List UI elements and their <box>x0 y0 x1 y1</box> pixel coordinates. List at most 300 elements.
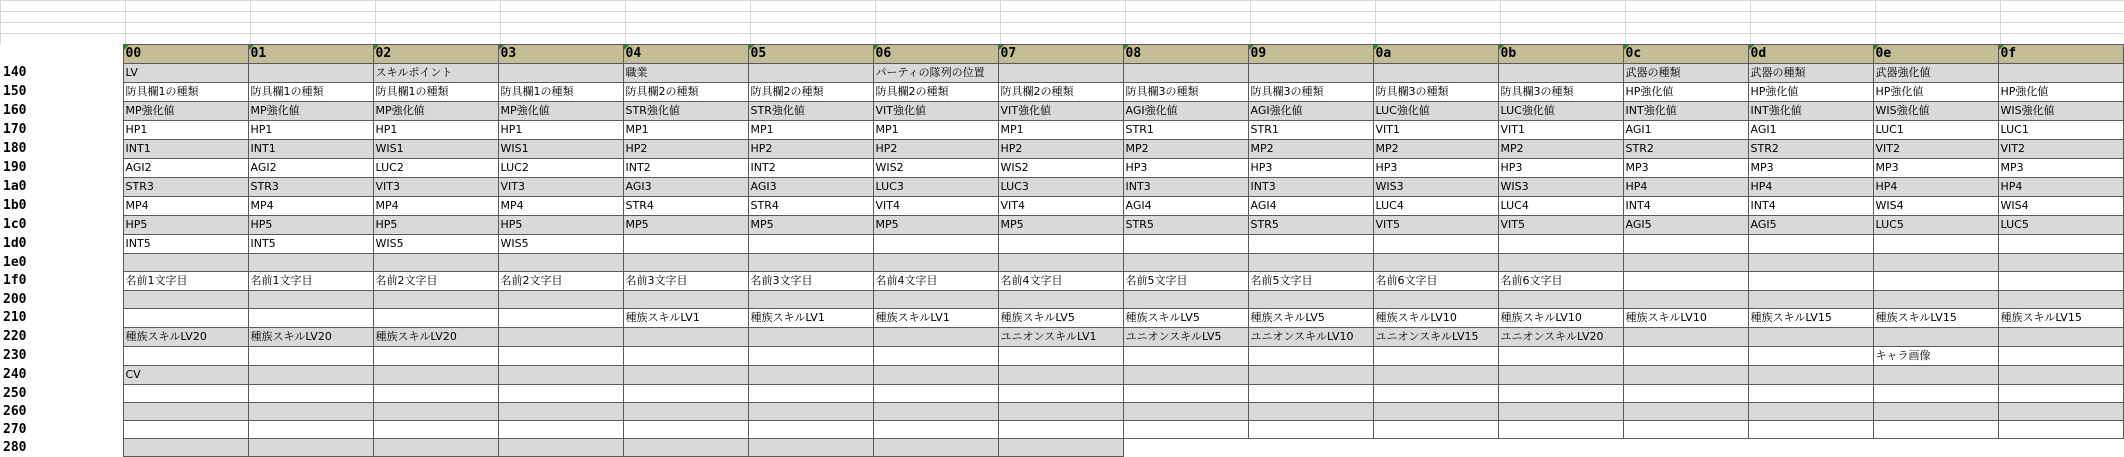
cell-280-0f[interactable] <box>1998 439 2123 457</box>
cell-280-0c[interactable] <box>1623 439 1748 457</box>
cell-230-0f[interactable] <box>1998 347 2123 366</box>
cell-1e0-0e[interactable] <box>1873 254 1998 272</box>
cell-170-0d[interactable]: AGI1 <box>1748 121 1873 140</box>
cell-180-03[interactable]: WIS1 <box>498 140 623 159</box>
cell-280-0d[interactable] <box>1748 439 1873 457</box>
cell-270-02[interactable] <box>373 421 498 439</box>
cell-140-0f[interactable] <box>1998 64 2123 83</box>
cell-1d0-07[interactable] <box>998 235 1123 254</box>
cell-1d0-0f[interactable] <box>1998 235 2123 254</box>
cell-150-0e[interactable]: HP強化値 <box>1873 83 1998 102</box>
cell-250-06[interactable] <box>873 385 998 403</box>
cell-260-01[interactable] <box>248 403 373 421</box>
cell-260-04[interactable] <box>623 403 748 421</box>
cell-190-09[interactable]: HP3 <box>1248 159 1373 178</box>
cell-1b0-01[interactable]: MP4 <box>248 197 373 216</box>
column-header-0d[interactable]: 0d <box>1748 45 1873 64</box>
cell-170-0e[interactable]: LUC1 <box>1873 121 1998 140</box>
cell-150-0d[interactable]: HP強化値 <box>1748 83 1873 102</box>
cell-1e0-0a[interactable] <box>1373 254 1498 272</box>
cell-210-00[interactable] <box>123 309 248 328</box>
cell-200-06[interactable] <box>873 291 998 309</box>
row-address-230[interactable]: 230 <box>0 347 123 366</box>
row-address-140[interactable]: 140 <box>0 64 123 83</box>
cell-1a0-0d[interactable]: HP4 <box>1748 178 1873 197</box>
cell-240-0e[interactable] <box>1873 366 1998 385</box>
cell-170-04[interactable]: MP1 <box>623 121 748 140</box>
cell-240-09[interactable] <box>1248 366 1373 385</box>
cell-210-09[interactable]: 種族スキルLV5 <box>1248 309 1373 328</box>
cell-150-02[interactable]: 防具欄1の種類 <box>373 83 498 102</box>
cell-1e0-01[interactable] <box>248 254 373 272</box>
cell-1b0-06[interactable]: VIT4 <box>873 197 998 216</box>
cell-200-02[interactable] <box>373 291 498 309</box>
cell-270-0d[interactable] <box>1748 421 1873 439</box>
cell-1b0-0a[interactable]: LUC4 <box>1373 197 1498 216</box>
cell-1d0-02[interactable]: WIS5 <box>373 235 498 254</box>
cell-180-0d[interactable]: STR2 <box>1748 140 1873 159</box>
cell-1f0-09[interactable]: 名前5文字目 <box>1248 272 1373 291</box>
corner-cell[interactable] <box>0 45 123 64</box>
cell-1f0-0f[interactable] <box>1998 272 2123 291</box>
cell-170-08[interactable]: STR1 <box>1123 121 1248 140</box>
cell-220-0f[interactable] <box>1998 328 2123 347</box>
cell-200-09[interactable] <box>1248 291 1373 309</box>
cell-1b0-0d[interactable]: INT4 <box>1748 197 1873 216</box>
cell-1c0-02[interactable]: HP5 <box>373 216 498 235</box>
cell-220-0b[interactable]: ユニオンスキルLV20 <box>1498 328 1623 347</box>
cell-260-02[interactable] <box>373 403 498 421</box>
cell-270-0b[interactable] <box>1498 421 1623 439</box>
cell-180-00[interactable]: INT1 <box>123 140 248 159</box>
cell-1a0-09[interactable]: INT3 <box>1248 178 1373 197</box>
row-address-210[interactable]: 210 <box>0 309 123 328</box>
row-address-1c0[interactable]: 1c0 <box>0 216 123 235</box>
cell-270-0a[interactable] <box>1373 421 1498 439</box>
cell-1e0-0f[interactable] <box>1998 254 2123 272</box>
cell-160-08[interactable]: AGI強化値 <box>1123 102 1248 121</box>
cell-190-01[interactable]: AGI2 <box>248 159 373 178</box>
cell-140-0b[interactable] <box>1498 64 1623 83</box>
cell-250-02[interactable] <box>373 385 498 403</box>
cell-1e0-02[interactable] <box>373 254 498 272</box>
cell-1d0-09[interactable] <box>1248 235 1373 254</box>
cell-140-02[interactable]: スキルポイント <box>373 64 498 83</box>
cell-200-0b[interactable] <box>1498 291 1623 309</box>
row-address-170[interactable]: 170 <box>0 121 123 140</box>
cell-260-07[interactable] <box>998 403 1123 421</box>
cell-230-07[interactable] <box>998 347 1123 366</box>
cell-240-05[interactable] <box>748 366 873 385</box>
cell-160-02[interactable]: MP強化値 <box>373 102 498 121</box>
cell-230-0c[interactable] <box>1623 347 1748 366</box>
cell-150-05[interactable]: 防具欄2の種類 <box>748 83 873 102</box>
cell-1f0-03[interactable]: 名前2文字目 <box>498 272 623 291</box>
cell-1c0-07[interactable]: MP5 <box>998 216 1123 235</box>
row-address-200[interactable]: 200 <box>0 291 123 309</box>
cell-1a0-07[interactable]: LUC3 <box>998 178 1123 197</box>
cell-180-0b[interactable]: MP2 <box>1498 140 1623 159</box>
cell-220-09[interactable]: ユニオンスキルLV10 <box>1248 328 1373 347</box>
column-header-09[interactable]: 09 <box>1248 45 1373 64</box>
cell-170-0c[interactable]: AGI1 <box>1623 121 1748 140</box>
cell-260-0a[interactable] <box>1373 403 1498 421</box>
cell-250-08[interactable] <box>1123 385 1248 403</box>
cell-150-09[interactable]: 防具欄3の種類 <box>1248 83 1373 102</box>
cell-270-03[interactable] <box>498 421 623 439</box>
cell-170-01[interactable]: HP1 <box>248 121 373 140</box>
cell-1c0-04[interactable]: MP5 <box>623 216 748 235</box>
cell-220-0c[interactable] <box>1623 328 1748 347</box>
cell-1a0-01[interactable]: STR3 <box>248 178 373 197</box>
cell-180-0e[interactable]: VIT2 <box>1873 140 1998 159</box>
cell-140-0d[interactable]: 武器の種類 <box>1748 64 1873 83</box>
cell-140-06[interactable]: パーティの隊列の位置 <box>873 64 998 83</box>
cell-230-06[interactable] <box>873 347 998 366</box>
cell-260-03[interactable] <box>498 403 623 421</box>
cell-220-02[interactable]: 種族スキルLV20 <box>373 328 498 347</box>
cell-230-04[interactable] <box>623 347 748 366</box>
cell-1e0-0d[interactable] <box>1748 254 1873 272</box>
cell-200-03[interactable] <box>498 291 623 309</box>
cell-1f0-0d[interactable] <box>1748 272 1873 291</box>
cell-200-0e[interactable] <box>1873 291 1998 309</box>
cell-230-0d[interactable] <box>1748 347 1873 366</box>
cell-280-06[interactable] <box>873 439 998 457</box>
column-header-05[interactable]: 05 <box>748 45 873 64</box>
cell-180-08[interactable]: MP2 <box>1123 140 1248 159</box>
cell-270-04[interactable] <box>623 421 748 439</box>
column-header-01[interactable]: 01 <box>248 45 373 64</box>
cell-270-09[interactable] <box>1248 421 1373 439</box>
column-header-0a[interactable]: 0a <box>1373 45 1498 64</box>
cell-200-01[interactable] <box>248 291 373 309</box>
cell-1a0-0a[interactable]: WIS3 <box>1373 178 1498 197</box>
cell-210-06[interactable]: 種族スキルLV1 <box>873 309 998 328</box>
cell-1f0-0b[interactable]: 名前6文字目 <box>1498 272 1623 291</box>
cell-270-0f[interactable] <box>1998 421 2123 439</box>
cell-1f0-0c[interactable] <box>1623 272 1748 291</box>
cell-280-0b[interactable] <box>1498 439 1623 457</box>
cell-280-07[interactable] <box>998 439 1123 457</box>
column-header-06[interactable]: 06 <box>873 45 998 64</box>
cell-160-01[interactable]: MP強化値 <box>248 102 373 121</box>
cell-250-05[interactable] <box>748 385 873 403</box>
cell-170-06[interactable]: MP1 <box>873 121 998 140</box>
cell-210-0f[interactable]: 種族スキルLV15 <box>1998 309 2123 328</box>
cell-1b0-05[interactable]: STR4 <box>748 197 873 216</box>
cell-1d0-0a[interactable] <box>1373 235 1498 254</box>
cell-280-0a[interactable] <box>1373 439 1498 457</box>
cell-240-04[interactable] <box>623 366 748 385</box>
cell-1f0-0a[interactable]: 名前6文字目 <box>1373 272 1498 291</box>
cell-1b0-0f[interactable]: WIS4 <box>1998 197 2123 216</box>
cell-280-03[interactable] <box>498 439 623 457</box>
cell-1d0-00[interactable]: INT5 <box>123 235 248 254</box>
cell-260-00[interactable] <box>123 403 248 421</box>
cell-230-09[interactable] <box>1248 347 1373 366</box>
cell-250-0c[interactable] <box>1623 385 1748 403</box>
cell-1d0-01[interactable]: INT5 <box>248 235 373 254</box>
cell-190-03[interactable]: LUC2 <box>498 159 623 178</box>
cell-220-0d[interactable] <box>1748 328 1873 347</box>
cell-220-0a[interactable]: ユニオンスキルLV15 <box>1373 328 1498 347</box>
cell-210-0b[interactable]: 種族スキルLV10 <box>1498 309 1623 328</box>
cell-220-03[interactable] <box>498 328 623 347</box>
empty-sheet-rows[interactable] <box>0 0 2124 44</box>
cell-210-0c[interactable]: 種族スキルLV10 <box>1623 309 1748 328</box>
cell-260-06[interactable] <box>873 403 998 421</box>
cell-140-05[interactable] <box>748 64 873 83</box>
cell-1e0-08[interactable] <box>1123 254 1248 272</box>
cell-190-05[interactable]: INT2 <box>748 159 873 178</box>
cell-1e0-06[interactable] <box>873 254 998 272</box>
cell-250-0e[interactable] <box>1873 385 1998 403</box>
cell-190-0c[interactable]: MP3 <box>1623 159 1748 178</box>
row-address-1b0[interactable]: 1b0 <box>0 197 123 216</box>
cell-190-07[interactable]: WIS2 <box>998 159 1123 178</box>
cell-210-07[interactable]: 種族スキルLV5 <box>998 309 1123 328</box>
cell-170-03[interactable]: HP1 <box>498 121 623 140</box>
cell-240-06[interactable] <box>873 366 998 385</box>
cell-1b0-02[interactable]: MP4 <box>373 197 498 216</box>
cell-1d0-03[interactable]: WIS5 <box>498 235 623 254</box>
row-address-160[interactable]: 160 <box>0 102 123 121</box>
row-address-1d0[interactable]: 1d0 <box>0 235 123 254</box>
cell-180-01[interactable]: INT1 <box>248 140 373 159</box>
cell-190-00[interactable]: AGI2 <box>123 159 248 178</box>
cell-170-09[interactable]: STR1 <box>1248 121 1373 140</box>
cell-260-05[interactable] <box>748 403 873 421</box>
cell-160-0f[interactable]: WIS強化値 <box>1998 102 2123 121</box>
cell-220-08[interactable]: ユニオンスキルLV5 <box>1123 328 1248 347</box>
cell-190-02[interactable]: LUC2 <box>373 159 498 178</box>
column-header-08[interactable]: 08 <box>1123 45 1248 64</box>
cell-190-04[interactable]: INT2 <box>623 159 748 178</box>
cell-160-0a[interactable]: LUC強化値 <box>1373 102 1498 121</box>
cell-270-05[interactable] <box>748 421 873 439</box>
cell-160-03[interactable]: MP強化値 <box>498 102 623 121</box>
cell-1d0-08[interactable] <box>1123 235 1248 254</box>
cell-160-09[interactable]: AGI強化値 <box>1248 102 1373 121</box>
column-header-03[interactable]: 03 <box>498 45 623 64</box>
cell-210-0d[interactable]: 種族スキルLV15 <box>1748 309 1873 328</box>
cell-180-04[interactable]: HP2 <box>623 140 748 159</box>
cell-160-0c[interactable]: INT強化値 <box>1623 102 1748 121</box>
cell-1b0-0e[interactable]: WIS4 <box>1873 197 1998 216</box>
cell-180-0f[interactable]: VIT2 <box>1998 140 2123 159</box>
cell-270-0c[interactable] <box>1623 421 1748 439</box>
cell-260-0e[interactable] <box>1873 403 1998 421</box>
cell-270-08[interactable] <box>1123 421 1248 439</box>
cell-270-01[interactable] <box>248 421 373 439</box>
cell-160-00[interactable]: MP強化値 <box>123 102 248 121</box>
cell-150-00[interactable]: 防具欄1の種類 <box>123 83 248 102</box>
cell-170-0a[interactable]: VIT1 <box>1373 121 1498 140</box>
row-address-1a0[interactable]: 1a0 <box>0 178 123 197</box>
cell-160-07[interactable]: VIT強化値 <box>998 102 1123 121</box>
row-address-250[interactable]: 250 <box>0 385 123 403</box>
cell-150-0c[interactable]: HP強化値 <box>1623 83 1748 102</box>
column-header-02[interactable]: 02 <box>373 45 498 64</box>
cell-270-0e[interactable] <box>1873 421 1998 439</box>
cell-280-04[interactable] <box>623 439 748 457</box>
cell-1f0-01[interactable]: 名前1文字目 <box>248 272 373 291</box>
cell-1c0-00[interactable]: HP5 <box>123 216 248 235</box>
row-address-1e0[interactable]: 1e0 <box>0 254 123 272</box>
cell-180-06[interactable]: HP2 <box>873 140 998 159</box>
row-address-220[interactable]: 220 <box>0 328 123 347</box>
cell-1f0-06[interactable]: 名前4文字目 <box>873 272 998 291</box>
cell-1f0-08[interactable]: 名前5文字目 <box>1123 272 1248 291</box>
cell-240-01[interactable] <box>248 366 373 385</box>
cell-260-09[interactable] <box>1248 403 1373 421</box>
cell-200-08[interactable] <box>1123 291 1248 309</box>
cell-280-09[interactable] <box>1248 439 1373 457</box>
cell-200-00[interactable] <box>123 291 248 309</box>
cell-1c0-0d[interactable]: AGI5 <box>1748 216 1873 235</box>
cell-1a0-03[interactable]: VIT3 <box>498 178 623 197</box>
cell-1d0-0b[interactable] <box>1498 235 1623 254</box>
cell-150-03[interactable]: 防具欄1の種類 <box>498 83 623 102</box>
cell-1a0-00[interactable]: STR3 <box>123 178 248 197</box>
cell-160-05[interactable]: STR強化値 <box>748 102 873 121</box>
cell-210-05[interactable]: 種族スキルLV1 <box>748 309 873 328</box>
cell-260-0d[interactable] <box>1748 403 1873 421</box>
cell-150-06[interactable]: 防具欄2の種類 <box>873 83 998 102</box>
cell-1c0-0a[interactable]: VIT5 <box>1373 216 1498 235</box>
cell-1e0-04[interactable] <box>623 254 748 272</box>
cell-1c0-0e[interactable]: LUC5 <box>1873 216 1998 235</box>
cell-200-0f[interactable] <box>1998 291 2123 309</box>
cell-220-01[interactable]: 種族スキルLV20 <box>248 328 373 347</box>
cell-1f0-02[interactable]: 名前2文字目 <box>373 272 498 291</box>
cell-170-00[interactable]: HP1 <box>123 121 248 140</box>
cell-200-0a[interactable] <box>1373 291 1498 309</box>
column-header-0c[interactable]: 0c <box>1623 45 1748 64</box>
cell-1e0-09[interactable] <box>1248 254 1373 272</box>
cell-250-0d[interactable] <box>1748 385 1873 403</box>
cell-190-08[interactable]: HP3 <box>1123 159 1248 178</box>
cell-140-01[interactable] <box>248 64 373 83</box>
cell-1b0-0b[interactable]: LUC4 <box>1498 197 1623 216</box>
cell-250-09[interactable] <box>1248 385 1373 403</box>
cell-1c0-0c[interactable]: AGI5 <box>1623 216 1748 235</box>
cell-1f0-04[interactable]: 名前3文字目 <box>623 272 748 291</box>
cell-280-08[interactable] <box>1123 439 1248 457</box>
cell-230-0a[interactable] <box>1373 347 1498 366</box>
cell-220-04[interactable] <box>623 328 748 347</box>
cell-1c0-09[interactable]: STR5 <box>1248 216 1373 235</box>
cell-1c0-06[interactable]: MP5 <box>873 216 998 235</box>
cell-200-0c[interactable] <box>1623 291 1748 309</box>
cell-1b0-08[interactable]: AGI4 <box>1123 197 1248 216</box>
cell-240-02[interactable] <box>373 366 498 385</box>
cell-1f0-07[interactable]: 名前4文字目 <box>998 272 1123 291</box>
cell-180-02[interactable]: WIS1 <box>373 140 498 159</box>
cell-180-0c[interactable]: STR2 <box>1623 140 1748 159</box>
cell-150-0a[interactable]: 防具欄3の種類 <box>1373 83 1498 102</box>
column-header-07[interactable]: 07 <box>998 45 1123 64</box>
cell-230-0b[interactable] <box>1498 347 1623 366</box>
cell-250-03[interactable] <box>498 385 623 403</box>
cell-140-03[interactable] <box>498 64 623 83</box>
cell-280-00[interactable] <box>123 439 248 457</box>
cell-1f0-00[interactable]: 名前1文字目 <box>123 272 248 291</box>
cell-220-00[interactable]: 種族スキルLV20 <box>123 328 248 347</box>
cell-1c0-05[interactable]: MP5 <box>748 216 873 235</box>
cell-1a0-08[interactable]: INT3 <box>1123 178 1248 197</box>
cell-150-01[interactable]: 防具欄1の種類 <box>248 83 373 102</box>
cell-240-0d[interactable] <box>1748 366 1873 385</box>
cell-150-07[interactable]: 防具欄2の種類 <box>998 83 1123 102</box>
cell-240-0b[interactable] <box>1498 366 1623 385</box>
cell-190-0e[interactable]: MP3 <box>1873 159 1998 178</box>
cell-1a0-0b[interactable]: WIS3 <box>1498 178 1623 197</box>
cell-250-0f[interactable] <box>1998 385 2123 403</box>
cell-230-08[interactable] <box>1123 347 1248 366</box>
cell-180-07[interactable]: HP2 <box>998 140 1123 159</box>
cell-210-03[interactable] <box>498 309 623 328</box>
cell-280-02[interactable] <box>373 439 498 457</box>
cell-230-0e[interactable]: キャラ画像 <box>1873 347 1998 366</box>
cell-1e0-00[interactable] <box>123 254 248 272</box>
cell-140-04[interactable]: 職業 <box>623 64 748 83</box>
cell-240-0c[interactable] <box>1623 366 1748 385</box>
cell-140-0c[interactable]: 武器の種類 <box>1623 64 1748 83</box>
cell-280-0e[interactable] <box>1873 439 1998 457</box>
cell-260-0c[interactable] <box>1623 403 1748 421</box>
cell-250-0a[interactable] <box>1373 385 1498 403</box>
cell-270-07[interactable] <box>998 421 1123 439</box>
cell-260-0f[interactable] <box>1998 403 2123 421</box>
row-address-150[interactable]: 150 <box>0 83 123 102</box>
cell-150-08[interactable]: 防具欄3の種類 <box>1123 83 1248 102</box>
cell-250-01[interactable] <box>248 385 373 403</box>
cell-1d0-06[interactable] <box>873 235 998 254</box>
cell-160-0b[interactable]: LUC強化値 <box>1498 102 1623 121</box>
cell-180-09[interactable]: MP2 <box>1248 140 1373 159</box>
cell-1c0-03[interactable]: HP5 <box>498 216 623 235</box>
cell-260-08[interactable] <box>1123 403 1248 421</box>
cell-1d0-05[interactable] <box>748 235 873 254</box>
cell-200-04[interactable] <box>623 291 748 309</box>
row-address-1f0[interactable]: 1f0 <box>0 272 123 291</box>
cell-1e0-03[interactable] <box>498 254 623 272</box>
cell-1a0-0e[interactable]: HP4 <box>1873 178 1998 197</box>
cell-210-01[interactable] <box>248 309 373 328</box>
cell-190-0b[interactable]: HP3 <box>1498 159 1623 178</box>
cell-140-07[interactable] <box>998 64 1123 83</box>
cell-190-0f[interactable]: MP3 <box>1998 159 2123 178</box>
column-header-04[interactable]: 04 <box>623 45 748 64</box>
cell-1c0-0b[interactable]: VIT5 <box>1498 216 1623 235</box>
cell-220-06[interactable] <box>873 328 998 347</box>
cell-140-0a[interactable] <box>1373 64 1498 83</box>
cell-240-0f[interactable] <box>1998 366 2123 385</box>
cell-1e0-07[interactable] <box>998 254 1123 272</box>
cell-1d0-0c[interactable] <box>1623 235 1748 254</box>
cell-250-00[interactable] <box>123 385 248 403</box>
cell-150-04[interactable]: 防具欄2の種類 <box>623 83 748 102</box>
cell-1d0-0e[interactable] <box>1873 235 1998 254</box>
column-header-0b[interactable]: 0b <box>1498 45 1623 64</box>
cell-230-01[interactable] <box>248 347 373 366</box>
cell-170-05[interactable]: MP1 <box>748 121 873 140</box>
cell-1e0-05[interactable] <box>748 254 873 272</box>
cell-1c0-0f[interactable]: LUC5 <box>1998 216 2123 235</box>
cell-1b0-03[interactable]: MP4 <box>498 197 623 216</box>
